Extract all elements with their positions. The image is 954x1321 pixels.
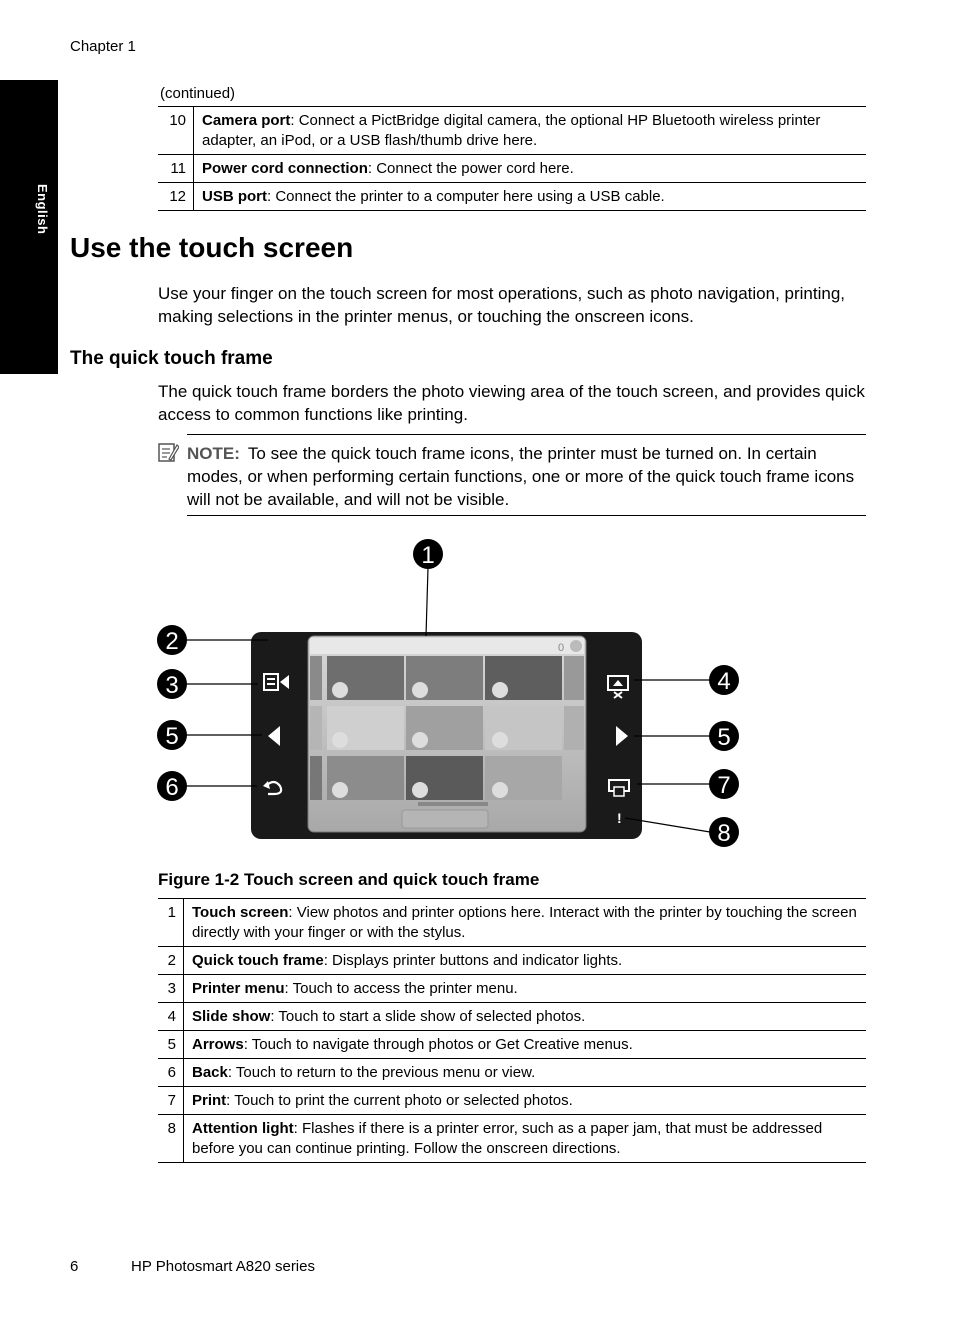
note-text [187,442,869,511]
running-head: Chapter 1 [70,38,136,55]
row-desc: : Touch to return to the previous menu or view. [227,1064,536,1081]
row-number: 10 [158,107,194,155]
row-term: Attention light [192,1120,294,1137]
page-number: 6 [70,1258,79,1275]
svg-text:3: 3 [165,672,179,699]
row-desc: : Touch to navigate through photos or Get Creative menus. [243,1036,633,1053]
row-number: 2 [158,947,184,975]
screen-counter: 0 [558,642,565,654]
table-row [158,155,866,183]
row-text [184,947,867,975]
row-text [184,1031,867,1059]
note-body: To see the quick touch frame icons, the printer must be turned on. In certain modes, or when performing certain functions, one or more of the quick touch frame icons will not be available, and will not be visible. [187,444,855,509]
figure-caption: Figure 1-2 Touch screen and quick touch frame [158,870,540,889]
row-text [184,1003,867,1031]
callout-7 [709,769,739,799]
note-label: NOTE: [187,444,240,463]
row-number: 5 [158,1031,184,1059]
svg-text:1: 1 [421,542,435,569]
callout-4 [709,665,739,695]
svg-text:5: 5 [165,723,179,750]
subsection-title: The quick touch frame [70,348,273,369]
attention-light-icon: ! [617,810,622,826]
row-desc: : Connect a PictBridge digital camera, the optional HP Bluetooth wireless printer adapter, an iPod, or a USB flash/thumb drive here. [202,112,821,149]
svg-text:5: 5 [717,724,731,751]
row-desc: : Connect the printer to a computer here using a USB cable. [267,188,665,205]
row-term: Arrows [192,1036,244,1053]
table-row [158,1059,866,1087]
row-term: Quick touch frame [192,952,324,969]
row-text [184,1059,867,1087]
screen-scrollbar [418,802,488,806]
screen-top-bar [310,638,584,654]
row-text [184,1087,867,1115]
row-desc: : Displays printer buttons and indicator lights. [323,952,623,969]
row-text [194,183,867,211]
row-number: 6 [158,1059,184,1087]
row-number: 1 [158,899,184,947]
row-desc: : Touch to access the printer menu. [284,980,518,997]
row-number: 8 [158,1115,184,1163]
row-number: 7 [158,1087,184,1115]
callout-8 [709,817,739,847]
table-row [158,1003,866,1031]
row-desc: : Flashes if there is a printer error, such as a paper jam, that must be addressed before you can continue printing. Follow the onscreen directions. [192,1120,823,1157]
row-term: Power cord connection [202,160,368,177]
note-icon [157,441,179,463]
continued-label: (continued) [160,85,236,102]
callout-1 [413,539,443,569]
table-row [158,1087,866,1115]
side-tab-label: English [35,184,50,235]
row-number: 4 [158,1003,184,1031]
section-intro: Use your finger on the touch screen for most operations, such as photo navigation, printing, making selections in the printer menus, or touching the onscreen icons. [158,284,846,326]
touch-screen-figure [150,530,910,860]
row-term: Printer menu [192,980,285,997]
row-term: Camera port [202,112,291,129]
row-text [194,155,867,183]
photo-thumbnails [310,656,584,800]
svg-text:8: 8 [717,820,731,847]
row-desc: : Touch to print the current photo or selected photos. [226,1092,573,1109]
subsection-body: The quick touch frame borders the photo viewing area of the touch screen, and provides quick access to common functions like printing. [158,382,865,424]
row-number: 3 [158,975,184,1003]
row-desc: : View photos and printer options here. Interact with the printer by touching the screen directly with your finger or with the stylus. [192,904,857,941]
table-row [158,183,866,211]
table-row [158,1031,866,1059]
row-text [184,1115,867,1163]
language-side-tab [0,80,58,374]
legend-table [158,898,866,1163]
table-row [158,107,866,155]
row-term: Back [192,1064,228,1081]
row-text [184,899,867,947]
svg-text:6: 6 [165,774,179,801]
row-desc: : Connect the power cord here. [367,160,574,177]
row-number: 12 [158,183,194,211]
row-number: 11 [158,155,194,183]
footer-product: HP Photosmart A820 series [131,1258,315,1275]
row-term: Slide show [192,1008,271,1025]
row-term: Print [192,1092,227,1109]
row-desc: : Touch to start a slide show of selected photos. [270,1008,586,1025]
row-text [184,975,867,1003]
row-text [194,107,867,155]
table-row [158,1115,866,1163]
svg-text:2: 2 [165,628,179,655]
section-title: Use the touch screen [70,232,354,263]
callout-6 [157,771,187,801]
callout-5-left [157,720,187,750]
row-term: USB port [202,188,267,205]
callout-3 [157,669,187,699]
screen-bottom-button [402,810,488,828]
table-row [158,899,866,947]
continued-table [158,106,866,211]
callout-5-right [709,721,739,751]
svg-text:4: 4 [717,668,731,695]
row-term: Touch screen [192,904,289,921]
svg-text:7: 7 [717,772,731,799]
callout-2 [157,625,187,655]
select-check-icon [570,640,582,652]
table-row [158,947,866,975]
table-row [158,975,866,1003]
